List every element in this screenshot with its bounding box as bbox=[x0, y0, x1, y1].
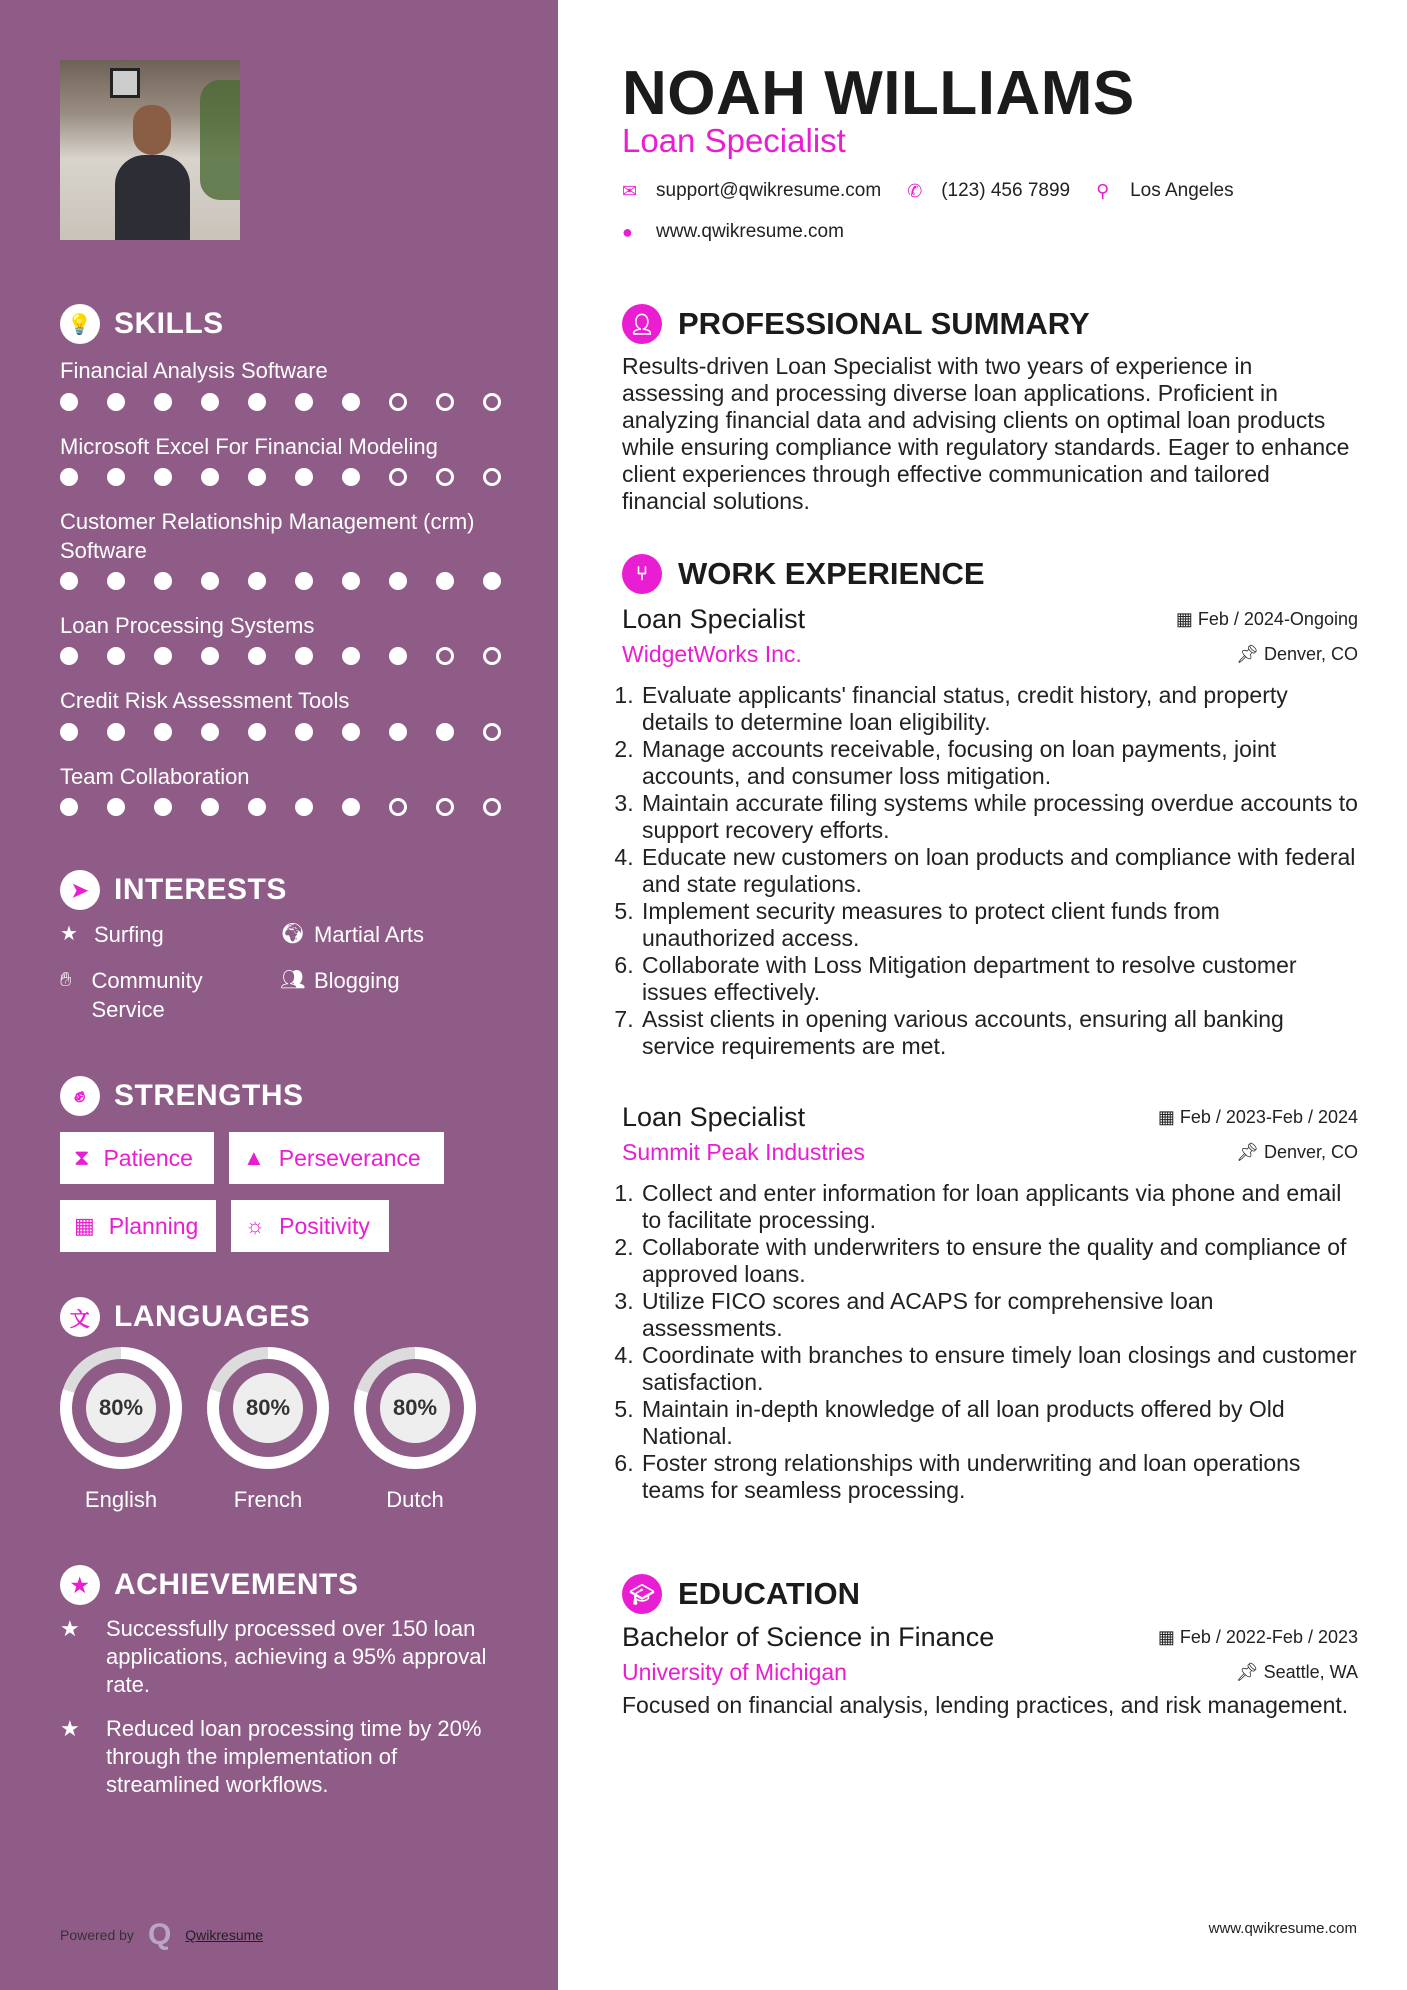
pin-icon: 📌︎ bbox=[1235, 1662, 1264, 1682]
users-icon: 👥︎ bbox=[280, 969, 306, 991]
skill-rating bbox=[60, 647, 501, 665]
achievement-text: Reduced loan processing time by 20% through the implementation of streamlined workflows. bbox=[106, 1716, 482, 1797]
empty-dot bbox=[389, 798, 407, 816]
education-dates: Feb / 2022-Feb / 2023 bbox=[1179, 1627, 1358, 1647]
empty-dot bbox=[483, 647, 501, 665]
filled-dot bbox=[201, 647, 219, 665]
language-name: Dutch bbox=[386, 1487, 444, 1512]
skill-name: Financial Analysis Software bbox=[60, 358, 328, 383]
interests-heading-text: INTERESTS bbox=[114, 873, 287, 906]
pin-icon: 📌︎ bbox=[1236, 644, 1264, 664]
road-icon: ▲ bbox=[243, 1145, 265, 1170]
filled-dot bbox=[248, 798, 266, 816]
email[interactable]: support@qwikresume.com bbox=[656, 180, 882, 201]
filled-dot bbox=[295, 572, 313, 590]
language-percent: 80% bbox=[233, 1373, 303, 1443]
interest-item bbox=[280, 966, 400, 995]
filled-dot bbox=[60, 393, 78, 411]
filled-dot bbox=[107, 393, 125, 411]
filled-dot bbox=[248, 723, 266, 741]
filled-dot bbox=[201, 468, 219, 486]
filled-dot bbox=[60, 723, 78, 741]
filled-dot bbox=[154, 647, 172, 665]
job-bullet: 2. Collaborate with underwriters to ensure the quality and compliance of approved loans. bbox=[640, 1234, 1358, 1288]
empty-dot bbox=[436, 647, 454, 665]
languages-heading bbox=[60, 1297, 310, 1337]
job-title: Loan Specialist bbox=[622, 604, 806, 634]
skill-name: Team Collaboration bbox=[60, 764, 250, 789]
filled-dot bbox=[248, 647, 266, 665]
filled-dot bbox=[342, 723, 360, 741]
empty-dot bbox=[483, 798, 501, 816]
interest-item bbox=[60, 966, 260, 1024]
languages-list bbox=[60, 1347, 476, 1513]
profile-photo bbox=[60, 60, 240, 240]
job-bullet: 2. Manage accounts receivable, focusing on loan payments, joint accounts, and consumer loss mitigation. bbox=[640, 736, 1358, 790]
interests-heading bbox=[60, 870, 287, 910]
filled-dot bbox=[107, 572, 125, 590]
job-bullets bbox=[622, 1180, 1358, 1504]
job-dates: Feb / 2023-Feb / 2024 bbox=[1179, 1107, 1358, 1127]
skill-rating bbox=[60, 572, 501, 590]
trophy-star-icon: ★ bbox=[60, 1565, 100, 1605]
job-bullet: 1. Collect and enter information for loan applicants via phone and email to facilitate processing. bbox=[640, 1180, 1358, 1234]
filled-dot bbox=[295, 723, 313, 741]
education-entry bbox=[622, 1622, 1358, 1719]
achievements-heading bbox=[60, 1565, 358, 1605]
interest-label: Martial Arts bbox=[314, 922, 425, 947]
fist-icon: ✊︎ bbox=[60, 1076, 100, 1116]
interest-item bbox=[280, 920, 424, 949]
filled-dot bbox=[436, 572, 454, 590]
job-bullet: 6. Collaborate with Loss Mitigation department to resolve customer issues effectively. bbox=[640, 952, 1358, 1006]
skill-rating bbox=[60, 468, 501, 486]
filled-dot bbox=[60, 647, 78, 665]
language-progress-ring bbox=[207, 1347, 329, 1469]
language-name: English bbox=[84, 1487, 158, 1512]
filled-dot bbox=[201, 393, 219, 411]
strengths-heading-text: STRENGTHS bbox=[114, 1079, 304, 1112]
job-bullet: 6. Foster strong relationships with underwriting and loan operations teams for seamless processing. bbox=[640, 1450, 1358, 1504]
job-bullets bbox=[622, 682, 1358, 1060]
website-row bbox=[622, 221, 1358, 243]
location: Los Angeles bbox=[1130, 180, 1234, 201]
website[interactable]: www.qwikresume.com bbox=[656, 221, 844, 242]
strengths-heading bbox=[60, 1076, 304, 1116]
filled-dot bbox=[389, 647, 407, 665]
degree: Bachelor of Science in Finance bbox=[622, 1622, 995, 1652]
sun-icon: ☼ bbox=[245, 1213, 266, 1238]
sidebar bbox=[0, 0, 558, 1990]
filled-dot bbox=[248, 468, 266, 486]
skill-rating bbox=[60, 393, 501, 411]
skill-name: Credit Risk Assessment Tools bbox=[60, 688, 350, 713]
pin-icon: 📌︎ bbox=[1236, 1142, 1264, 1162]
achievement-text: Successfully processed over 150 loan applications, achieving a 95% approval rate. bbox=[106, 1616, 487, 1697]
filled-dot bbox=[295, 393, 313, 411]
contact-row bbox=[622, 180, 1358, 202]
phone: (123) 456 7899 bbox=[941, 180, 1071, 201]
strength-label: Planning bbox=[108, 1212, 199, 1239]
powered-by bbox=[60, 1918, 263, 1952]
education-location: Seattle, WA bbox=[1263, 1662, 1358, 1682]
phone-icon: ✆ bbox=[907, 180, 923, 201]
candidate-title: Loan Specialist bbox=[622, 122, 846, 159]
filled-dot bbox=[295, 647, 313, 665]
strength-badge bbox=[60, 1132, 214, 1184]
filled-dot bbox=[342, 647, 360, 665]
filled-dot bbox=[154, 798, 172, 816]
language-name: French bbox=[233, 1487, 303, 1512]
strength-label: Perseverance bbox=[278, 1144, 421, 1171]
work-heading-text: WORK EXPERIENCE bbox=[678, 556, 985, 591]
job-bullet: 4. Educate new customers on loan products and compliance with federal and state regulations. bbox=[640, 844, 1358, 898]
language-item bbox=[60, 1347, 182, 1513]
translate-icon: 文 bbox=[60, 1297, 100, 1337]
achievements-heading-text: ACHIEVEMENTS bbox=[114, 1568, 359, 1601]
qwikresume-link[interactable]: Qwikresume bbox=[185, 1927, 264, 1943]
language-percent: 80% bbox=[380, 1373, 450, 1443]
job-bullet: 7. Assist clients in opening various accounts, ensuring all banking service requirements are met. bbox=[640, 1006, 1358, 1060]
interest-label: Surfing bbox=[94, 922, 164, 947]
skills-heading bbox=[60, 304, 224, 344]
footer-website[interactable]: www.qwikresume.com bbox=[1208, 1920, 1357, 1937]
filled-dot bbox=[295, 798, 313, 816]
summary-text: Results-driven Loan Specialist with two years of experience in assessing and processing diverse loan applications. Proficient in analyzing financial data and advising clients on optimal loan products while ensuring compliance with regulatory standards. Eager to enhance client experiences through effective communication and tailored financial solutions. bbox=[622, 353, 1350, 514]
calendar-icon: ▦ bbox=[1157, 1107, 1180, 1127]
school: University of Michigan bbox=[622, 1659, 847, 1685]
achievement-item bbox=[60, 1715, 510, 1799]
language-item bbox=[354, 1347, 476, 1513]
star-icon: ★ bbox=[60, 1616, 80, 1641]
strength-badge bbox=[231, 1200, 389, 1252]
calendar-icon: ▦ bbox=[1157, 1627, 1180, 1647]
map-pin-icon: ⚲ bbox=[1096, 180, 1110, 201]
empty-dot bbox=[389, 393, 407, 411]
filled-dot bbox=[154, 468, 172, 486]
languages-heading-text: LANGUAGES bbox=[114, 1300, 311, 1333]
chair-icon: ⑂ bbox=[622, 554, 662, 594]
filled-dot bbox=[60, 572, 78, 590]
filled-dot bbox=[389, 572, 407, 590]
skill-rating bbox=[60, 798, 501, 816]
strength-label: Patience bbox=[103, 1144, 193, 1171]
filled-dot bbox=[483, 572, 501, 590]
empty-dot bbox=[436, 468, 454, 486]
education-description: Focused on financial analysis, lending practices, and risk management. bbox=[622, 1692, 1349, 1718]
empty-dot bbox=[389, 468, 407, 486]
achievement-item bbox=[60, 1615, 510, 1699]
filled-dot bbox=[342, 468, 360, 486]
candidate-name: NOAH WILLIAMS bbox=[622, 59, 1135, 128]
empty-dot bbox=[483, 393, 501, 411]
empty-dot bbox=[436, 798, 454, 816]
paper-plane-icon: ➤ bbox=[60, 870, 100, 910]
education-heading-text: EDUCATION bbox=[678, 1576, 860, 1611]
summary-heading-text: PROFESSIONAL SUMMARY bbox=[678, 306, 1090, 341]
hourglass-icon: ⧗ bbox=[74, 1145, 90, 1170]
calendar-icon: ▦ bbox=[1175, 609, 1198, 629]
powered-by-text: Powered by bbox=[60, 1927, 134, 1943]
filled-dot bbox=[248, 572, 266, 590]
filled-dot bbox=[201, 723, 219, 741]
filled-dot bbox=[201, 572, 219, 590]
work-heading bbox=[622, 554, 1358, 594]
language-percent: 80% bbox=[86, 1373, 156, 1443]
job-location: Denver, CO bbox=[1263, 1142, 1358, 1162]
language-progress-ring bbox=[354, 1347, 476, 1469]
envelope-icon: ✉ bbox=[622, 180, 638, 201]
filled-dot bbox=[389, 723, 407, 741]
skill-name: Customer Relationship Management (crm) Software bbox=[60, 509, 475, 563]
filled-dot bbox=[107, 647, 125, 665]
globe-icon: ● bbox=[622, 221, 633, 242]
company: WidgetWorks Inc. bbox=[622, 641, 802, 667]
job-entry bbox=[622, 1102, 1358, 1504]
filled-dot bbox=[342, 798, 360, 816]
filled-dot bbox=[295, 468, 313, 486]
language-progress-ring bbox=[60, 1347, 182, 1469]
qwikresume-logo-icon: Q bbox=[147, 1918, 172, 1951]
filled-dot bbox=[342, 393, 360, 411]
job-bullet: 5. Implement security measures to protect client funds from unauthorized access. bbox=[640, 898, 1358, 952]
strength-badge bbox=[60, 1200, 216, 1252]
skill-name: Loan Processing Systems bbox=[60, 613, 315, 638]
globe-icon: 🌍︎ bbox=[280, 923, 306, 945]
filled-dot bbox=[248, 393, 266, 411]
filled-dot bbox=[60, 468, 78, 486]
interest-item bbox=[60, 920, 164, 949]
strength-badge bbox=[229, 1132, 444, 1184]
education-heading bbox=[622, 1574, 1358, 1614]
filled-dot bbox=[107, 798, 125, 816]
job-title: Loan Specialist bbox=[622, 1102, 806, 1132]
filled-dot bbox=[436, 723, 454, 741]
job-dates: Feb / 2024-Ongoing bbox=[1197, 609, 1358, 629]
filled-dot bbox=[342, 572, 360, 590]
filled-dot bbox=[201, 798, 219, 816]
interest-label: Blogging bbox=[314, 968, 400, 993]
calendar-icon: ▦ bbox=[74, 1213, 95, 1238]
skill-rating bbox=[60, 723, 501, 741]
interest-label: Community Service bbox=[91, 968, 203, 1022]
filled-dot bbox=[154, 393, 172, 411]
job-entry bbox=[622, 604, 1358, 1060]
hand-icon: ✋︎ bbox=[60, 969, 72, 991]
empty-dot bbox=[436, 393, 454, 411]
filled-dot bbox=[107, 468, 125, 486]
job-bullet: 3. Utilize FICO scores and ACAPS for comprehensive loan assessments. bbox=[640, 1288, 1358, 1342]
company: Summit Peak Industries bbox=[622, 1139, 865, 1165]
filled-dot bbox=[60, 798, 78, 816]
empty-dot bbox=[483, 468, 501, 486]
job-bullet: 4. Coordinate with branches to ensure timely loan closings and customer satisfaction. bbox=[640, 1342, 1358, 1396]
star-icon: ★ bbox=[60, 923, 78, 945]
skill-name: Microsoft Excel For Financial Modeling bbox=[60, 434, 438, 459]
filled-dot bbox=[154, 572, 172, 590]
job-location: Denver, CO bbox=[1263, 644, 1358, 664]
job-bullet: 1. Evaluate applicants' financial status, credit history, and property details to determine loan eligibility. bbox=[640, 682, 1358, 736]
strength-label: Positivity bbox=[279, 1212, 370, 1239]
graduation-icon: 🎓︎ bbox=[622, 1574, 662, 1614]
filled-dot bbox=[154, 723, 172, 741]
summary-heading bbox=[622, 304, 1358, 344]
user-icon: 👤︎ bbox=[622, 304, 662, 344]
lightbulb-icon: 💡 bbox=[60, 304, 100, 344]
empty-dot bbox=[483, 723, 501, 741]
job-bullet: 3. Maintain accurate filing systems while processing overdue accounts to support recovery efforts. bbox=[640, 790, 1358, 844]
filled-dot bbox=[107, 723, 125, 741]
skills-heading-text: SKILLS bbox=[114, 307, 224, 340]
star-icon: ★ bbox=[60, 1716, 80, 1741]
language-item bbox=[207, 1347, 329, 1513]
job-bullet: 5. Maintain in-depth knowledge of all loan products offered by Old National. bbox=[640, 1396, 1358, 1450]
